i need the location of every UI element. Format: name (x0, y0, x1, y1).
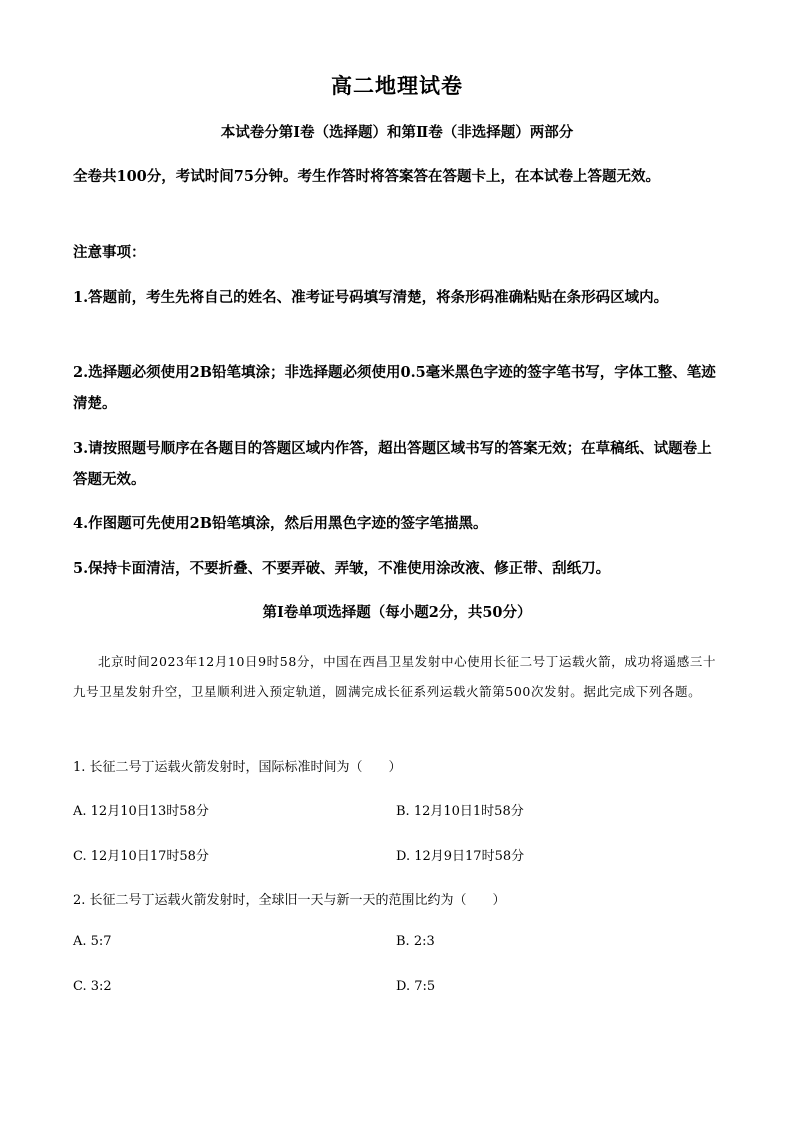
question-1-option-d: D. 12月9日17时58分 (396, 849, 525, 864)
notice-item-5: 5.保持卡面清洁，不要折叠、不要弄破、弄皱，不准使用涂改液、修正带、刮纸刀。 (73, 560, 611, 577)
page-subtitle: 本试卷分第Ⅰ卷（选择题）和第Ⅱ卷（非选择题）两部分 (220, 124, 574, 141)
question-2-stem: 2. 长征二号丁运载火箭发射时，全球旧一天与新一天的范围比约为（ ） (73, 893, 506, 908)
question-1-option-b: B. 12月10日1时58分 (396, 804, 524, 819)
question-2-option-b: B. 2:3 (396, 934, 435, 949)
page-title: 高二地理试卷 (331, 73, 463, 98)
question-2-option-c: C. 3:2 (73, 979, 112, 994)
section-intro: 北京时间2023年12月10日9时58分，中国在西昌卫星发射中心使用长征二号丁运载火箭，成功将遥感三十九号卫星发射升空，卫星顺利进入预定轨道，圆满完成长征系列运载火箭第500次发射。据此完成下列各题。 (73, 654, 717, 699)
notice-item-4: 4.作图题可先使用2B铅笔填涂，然后用黑色字迹的签字笔描黑。 (73, 515, 488, 532)
notice-item-1: 1.答题前，考生先将自己的姓名、准考证号码填写清楚，将条形码准确粘贴在条形码区域内。 (73, 289, 669, 306)
question-1-stem: 1. 长征二号丁运载火箭发射时，国际标准时间为（ ） (73, 760, 402, 775)
notice-item-2: 2.选择题必须使用2B铅笔填涂；非选择题必须使用0.5毫米黑色字迹的签字笔书写，字体工整、笔迹清楚。 (73, 364, 716, 412)
question-1-option-a: A. 12月10日13时58分 (73, 804, 209, 819)
section-title: 第Ⅰ卷单项选择题（每小题2分，共50分） (262, 604, 532, 621)
question-1-option-c: C. 12月10日17时58分 (73, 849, 209, 864)
question-2-option-a: A. 5:7 (73, 934, 112, 949)
general-info: 全卷共100分，考试时间75分钟。考生作答时将答案答在答题卡上，在本试卷上答题无效。 (73, 168, 660, 185)
notice-heading: 注意事项： (73, 244, 146, 261)
question-2-option-d: D. 7:5 (396, 979, 436, 994)
notice-item-3: 3.请按照题号顺序在各题目的答题区域内作答，超出答题区域书写的答案无效；在草稿纸、试题卷上答题无效。 (73, 440, 712, 488)
